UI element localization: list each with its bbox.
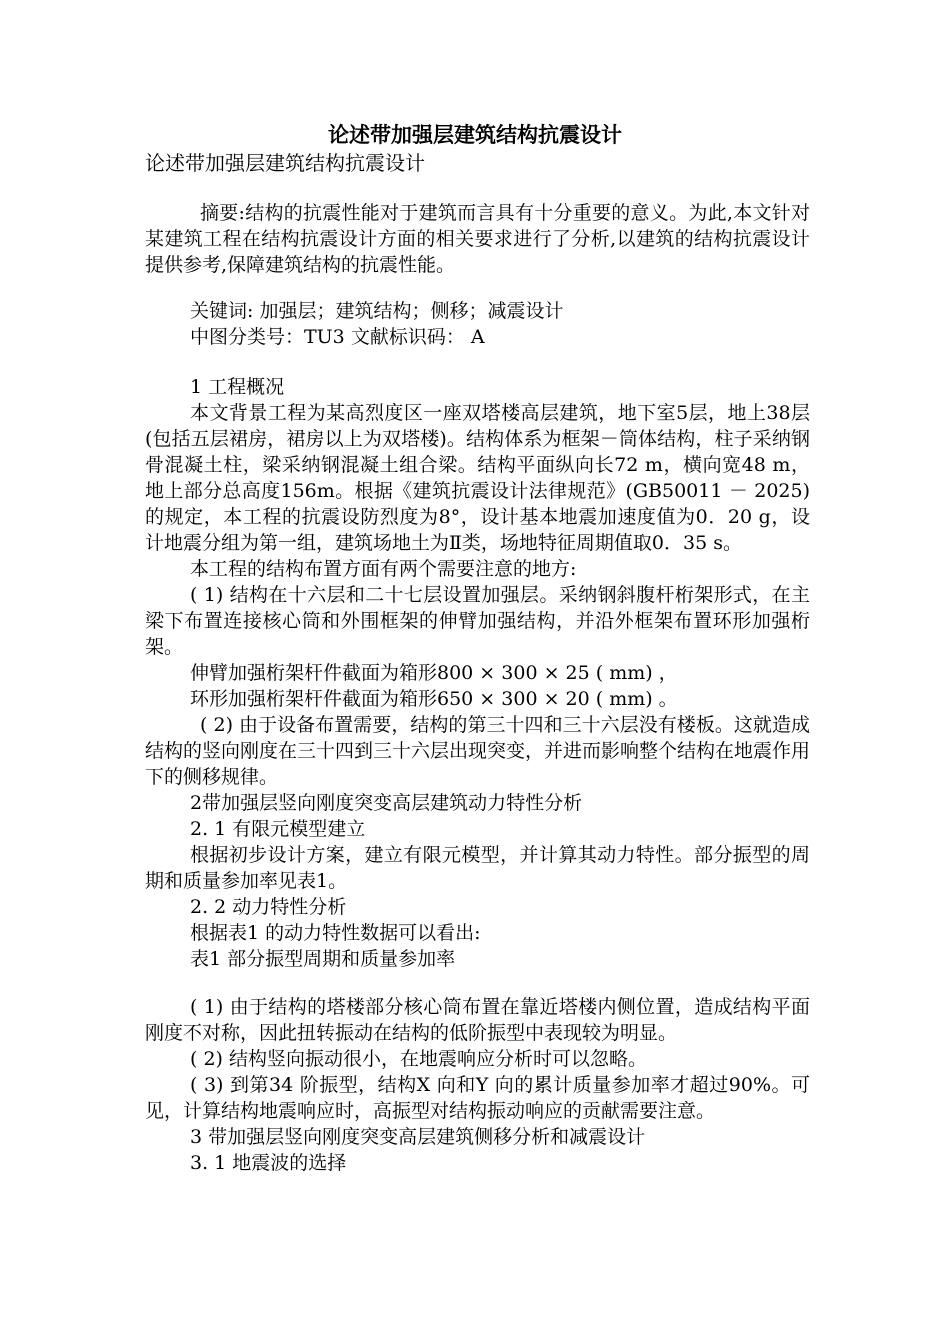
section-heading: 3 带加强层竖向刚度突变高层建筑侧移分析和减震设计 xyxy=(190,1126,646,1148)
classification-line: 中图分类号：TU3 文献标识码： A xyxy=(190,326,485,348)
subsection-heading: 2. 1 有限元模型建立 xyxy=(190,818,366,840)
subsection-heading: 3. 1 地震波的选择 xyxy=(190,1152,347,1174)
section-heading: 2带加强层竖向刚度突变高层建筑动力特性分析 xyxy=(190,792,583,814)
keywords-block xyxy=(190,298,810,350)
section-heading: 1 工程概况 xyxy=(190,376,285,398)
body-paragraph: ( 2) 结构竖向振动很小，在地震响应分析时可以忽略。 xyxy=(190,1048,647,1070)
abstract-block xyxy=(145,200,810,278)
body-paragraph: 根据初步设计方案，建立有限元模型，并计算其动力特性。部分振型的周期和质量参加率见表1。 xyxy=(145,844,810,892)
table-caption: 表1 部分振型周期和质量参加率 xyxy=(190,948,456,970)
keywords-line: 关键词: 加强层；建筑结构；侧移；减震设计 xyxy=(190,300,564,322)
body-block xyxy=(145,374,810,972)
body-paragraph: 根据表1 的动力特性数据可以看出: xyxy=(190,922,481,944)
document-subtitle: 论述带加强层建筑结构抗震设计 xyxy=(145,151,425,175)
body-paragraph: ( 1) 结构在十六层和二十七层设置加强层。采纳钢斜腹杆桁架形式，在主梁下布置连接核心筒和外围框架的伸臂加强结构，并沿外框架布置环形加强桁架。 xyxy=(145,584,810,658)
body-paragraph: ( 2) 由于设备布置需要，结构的第三十四和三十六层没有楼板。这就造成结构的竖向刚度在三十四到三十六层出现突变，并进而影响整个结构在地震作用下的侧移规律。 xyxy=(145,714,811,788)
body-paragraph: 本工程的结构布置方面有两个需要注意的地方: xyxy=(190,558,577,580)
body-paragraph: ( 3) 到第34 阶振型，结构X 向和Y 向的累计质量参加率才超过90%。可见，计算结构地震响应时，高振型对结构振动响应的贡献需要注意。 xyxy=(145,1074,810,1122)
body-paragraph: 伸臂加强桁架杆件截面为箱形800 × 300 × 25 ( mm) ， xyxy=(190,662,678,684)
body-paragraph: 本文背景工程为某高烈度区一座双塔楼高层建筑，地下室5层，地上38层(包括五层裙房，裙房以上为双塔楼)。结构体系为框架－筒体结构，柱子采纳钢骨混凝土柱，梁采纳钢混凝土组合梁。结构平面纵向长72 m，横向宽48 m，地上部分总高度156m。根据《建筑抗震设计法律规范》(GB50011 － 2025)的规定，本工程的抗震设防烈度为8°，设计基本地震加速度值为0．20 g，设计地震分组为第一组，建筑场地土为Ⅱ类，场地特征周期值取0．35 s。 xyxy=(145,402,810,554)
body-paragraph: 环形加强桁架杆件截面为箱形650 × 300 × 20 ( mm) 。 xyxy=(190,688,678,710)
document-title: 论述带加强层建筑结构抗震设计 xyxy=(328,123,622,147)
abstract-paragraph: 摘要:结构的抗震性能对于建筑而言具有十分重要的意义。为此,本文针对某建筑工程在结构抗震设计方面的相关要求进行了分析,以建筑的结构抗震设计提供参考,保障建筑结构的抗震性能。 xyxy=(145,202,810,276)
body-paragraph: ( 1) 由于结构的塔楼部分核心筒布置在靠近塔楼内侧位置，造成结构平面刚度不对称，因此扭转振动在结构的低阶振型中表现较为明显。 xyxy=(145,996,810,1044)
subsection-heading: 2. 2 动力特性分析 xyxy=(190,896,347,918)
body-block-2 xyxy=(145,994,810,1176)
